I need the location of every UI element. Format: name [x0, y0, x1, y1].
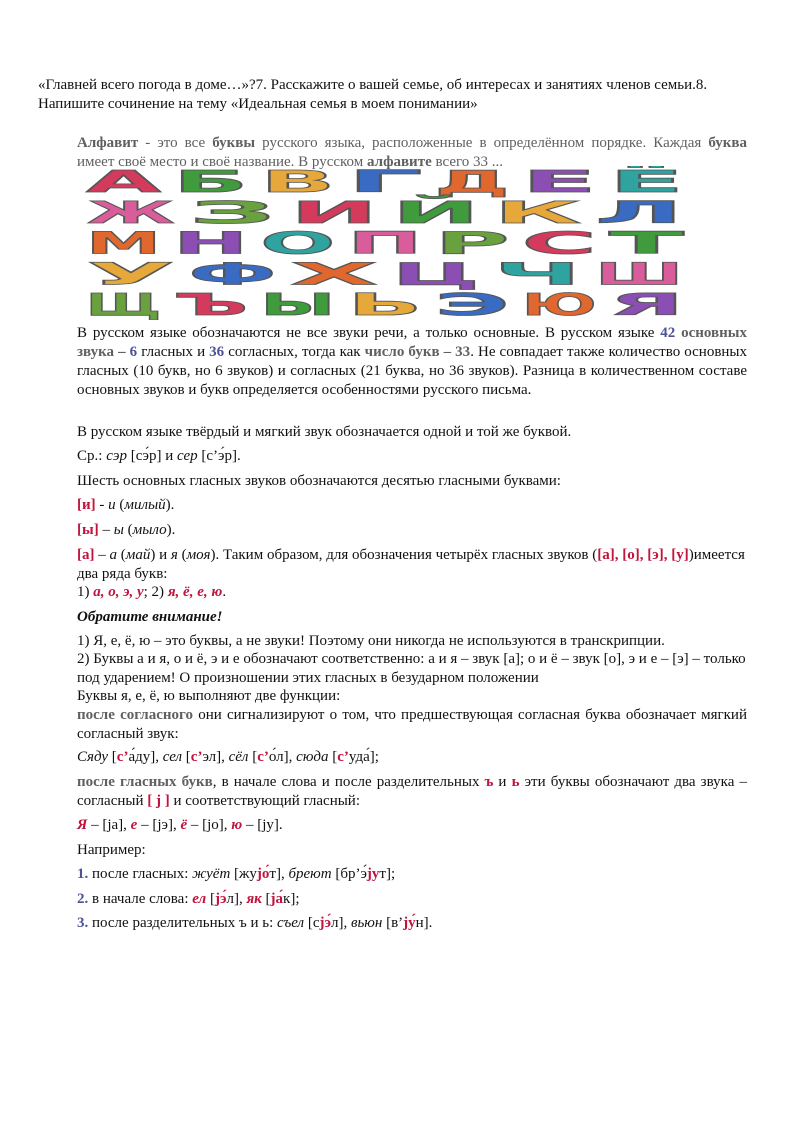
alphabet-letter: С: [521, 226, 597, 262]
sounds-paragraph: В русском языке обозначаются не все звуки речи, а только основные. В русском языке 42 основных звука – 6 гласных и 36 согласных, тогда как число букв – 33. Не совпадает также количество основных гласных (10 букв, но 6 звуков) и согласных (21 буква, но 36 звуков). Разница в количественном составе основных звуков и букв определяется особенностями русского письма.: [77, 325, 748, 398]
alphabet-term: Алфавит: [77, 135, 139, 151]
example-1: 1. после гласных: жуёт [жуjо́т], бреют [бр’э́jут];: [77, 866, 396, 882]
alphabet-letter: П: [347, 226, 423, 262]
functions-line: Буквы я, е, ё, ю выполняют две функции:: [77, 688, 341, 704]
vowel-y-line: [ы] – ы (мыло).: [77, 522, 176, 538]
alphabet-letter: Ц: [392, 257, 480, 293]
example-2: 2. в начале слова: ел [jэ́л], як [jа́к];: [77, 891, 300, 907]
alphabet-letter: К: [493, 195, 583, 231]
alphabet-letter: Р: [434, 226, 510, 262]
attention-heading: Обратите внимание!: [77, 609, 223, 625]
vowel-a-paragraph: [а] – а (май) и я (моя). Таким образом, для обозначения четырёх гласных звуков ([а], [о], [э], [у])имеется два ряда букв:: [77, 547, 745, 582]
example-label: Например:: [77, 842, 146, 858]
alphabet-letter: В: [260, 166, 336, 200]
alphabet-letter: Б: [173, 166, 249, 200]
alphabet-letter: Ь: [347, 288, 423, 320]
alphabet-letter: Э: [434, 288, 510, 320]
vowel-i-line: [и] - и (милый).: [77, 497, 175, 513]
compare-line: Ср.: сэр [сэ́р] и сер [с’э́р].: [77, 448, 241, 464]
alphabet-letters-picture: [80, 166, 690, 320]
alphabet-letter: Х: [290, 257, 378, 293]
alphabet-letter: Т: [608, 226, 686, 262]
alphabet-letter: М: [86, 226, 162, 262]
intro-paragraph: «Главней всего погода в доме…»?7. Расскажите о вашей семье, об интересах и занятиях членов семьи.8. Напишите сочинение на тему «Идеальная семья в моем понимании»: [38, 77, 708, 112]
alphabet-letter: Д: [434, 166, 510, 200]
alphabet-letter: Ш: [595, 257, 683, 293]
alphabet-letter: Ж: [87, 195, 176, 231]
soft-examples-line: Сяду [с’а́ду], сел [с’эл], сёл [с’о́л], сюда [с’уда́];: [77, 749, 379, 765]
alphabet-letter: Е: [521, 166, 597, 200]
two-sound-examples: Я – [jа], е – [jэ], ё – [jо], ю – [jу].: [77, 817, 283, 833]
alphabet-letter: Я: [608, 288, 684, 320]
example-3: 3. после разделительных ъ и ь: съел [сjэ́л], вьюн [в’jу́н].: [77, 915, 433, 931]
alphabet-letter: У: [87, 257, 175, 293]
note-2: 2) Буквы а и я, о и ё, э и е обозначают соответственно: а и я – звук [а]; о и ё – звук [о], э и е – [э] – только под ударением! О произношении этих гласных в безударном положении: [77, 651, 746, 686]
alphabet-letter: Н: [173, 226, 249, 262]
alphabet-letter: И: [290, 195, 378, 231]
note-1: 1) Я, е, ё, ю – это буквы, а не звуки! Поэтому они никогда не используются в транскрипции.: [77, 633, 665, 649]
alphabet-letter: Ы: [260, 288, 336, 320]
alphabet-letter: З: [188, 195, 277, 231]
alphabet-letter: Ф: [188, 257, 277, 293]
alphabet-letter: Й: [392, 195, 418, 231]
hard-soft-note: В русском языке твёрдый и мягкий звук обозначается одной и той же буквой.: [77, 424, 572, 440]
six-vowels-line: Шесть основных гласных звуков обозначаются десятью гласными буквами:: [77, 473, 561, 489]
alphabet-letter: О: [260, 226, 336, 262]
after-consonant-paragraph: после согласного они сигнализируют о том, что предшествующая согласная буква обозначает мягкий согласный звук:: [77, 707, 747, 742]
alphabet-letter: Щ: [86, 288, 162, 320]
alphabet-letter: А: [86, 166, 164, 200]
alphabet-letter: Ю: [521, 288, 597, 320]
alphabet-letter: Ъ: [173, 288, 249, 320]
alphabet-letter: Г: [347, 166, 423, 200]
letter-rows-line: 1) а, о, э, у; 2) я, ё, е, ю.: [77, 584, 227, 600]
alphabet-letter: Ё: [608, 166, 630, 200]
alphabet-definition: Алфавит - это все буквы русского языка, расположенные в определённом порядке. Каждая буква имеет своё место и своё название. В русском алфавите всего 33 ...: [77, 135, 747, 170]
alphabet-letter: Ч: [493, 257, 582, 293]
alphabet-illustration: [80, 166, 690, 320]
alphabet-letter: Л: [595, 195, 683, 231]
after-vowel-paragraph: после гласных букв, в начале слова и после разделительных ъ и ь эти буквы обозначают два звука – согласный [ j ] и соответствующий гласный:: [77, 774, 747, 809]
